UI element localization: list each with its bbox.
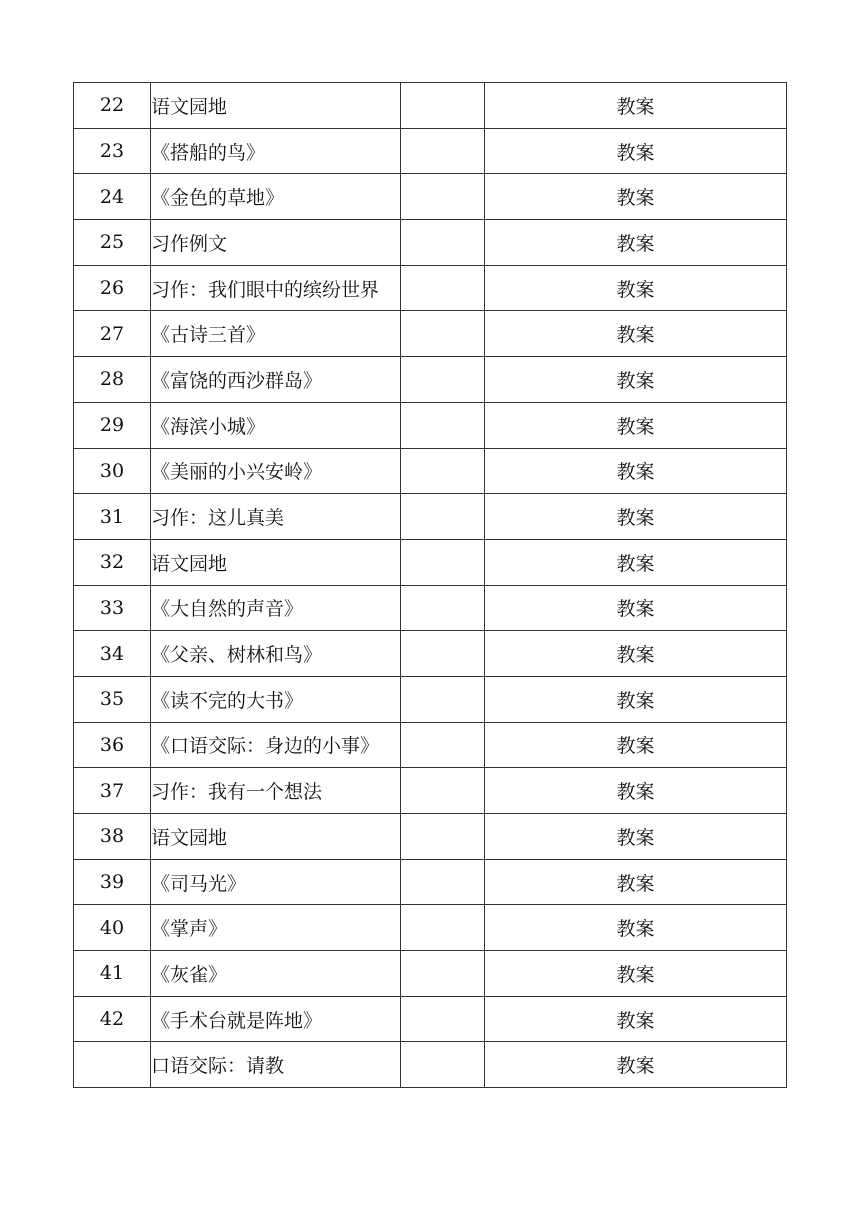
row-number: 41 <box>74 951 151 997</box>
material-type: 教案 <box>485 83 787 129</box>
blank-cell <box>401 539 485 585</box>
table-row <box>74 83 787 129</box>
row-number: 31 <box>74 494 151 540</box>
table-row <box>74 311 787 357</box>
lesson-title: 《海滨小城》 <box>151 402 401 448</box>
lesson-title: 口语交际：请教 <box>151 1042 401 1088</box>
lesson-title: 习作：我有一个想法 <box>151 768 401 814</box>
material-type: 教案 <box>485 996 787 1042</box>
lesson-title: 《搭船的鸟》 <box>151 128 401 174</box>
lesson-title: 《司马光》 <box>151 859 401 905</box>
lesson-title: 《古诗三首》 <box>151 311 401 357</box>
row-number: 35 <box>74 676 151 722</box>
row-number: 24 <box>74 174 151 220</box>
material-type: 教案 <box>485 494 787 540</box>
table-row <box>74 768 787 814</box>
material-type: 教案 <box>485 631 787 677</box>
blank-cell <box>401 722 485 768</box>
blank-cell <box>401 494 485 540</box>
table-row <box>74 448 787 494</box>
table-row <box>74 220 787 266</box>
material-type: 教案 <box>485 220 787 266</box>
material-type: 教案 <box>485 265 787 311</box>
lesson-title: 《读不完的大书》 <box>151 676 401 722</box>
blank-cell <box>401 1042 485 1088</box>
row-number: 32 <box>74 539 151 585</box>
lesson-title: 《金色的草地》 <box>151 174 401 220</box>
lesson-title: 《大自然的声音》 <box>151 585 401 631</box>
blank-cell <box>401 951 485 997</box>
row-number: 36 <box>74 722 151 768</box>
blank-cell <box>401 631 485 677</box>
material-type: 教案 <box>485 357 787 403</box>
blank-cell <box>401 220 485 266</box>
lesson-title: 语文园地 <box>151 83 401 129</box>
table-row <box>74 631 787 677</box>
material-type: 教案 <box>485 448 787 494</box>
row-number: 29 <box>74 402 151 448</box>
blank-cell <box>401 768 485 814</box>
table-row <box>74 996 787 1042</box>
table-row <box>74 951 787 997</box>
table-row <box>74 722 787 768</box>
table-row <box>74 357 787 403</box>
material-type: 教案 <box>485 174 787 220</box>
material-type: 教案 <box>485 1042 787 1088</box>
blank-cell <box>401 357 485 403</box>
blank-cell <box>401 83 485 129</box>
lesson-title: 习作：这儿真美 <box>151 494 401 540</box>
table-row <box>74 1042 787 1088</box>
blank-cell <box>401 676 485 722</box>
row-number: 33 <box>74 585 151 631</box>
row-number: 23 <box>74 128 151 174</box>
table-row <box>74 859 787 905</box>
lesson-title: 习作：我们眼中的缤纷世界 <box>151 265 401 311</box>
table-row <box>74 265 787 311</box>
row-number: 34 <box>74 631 151 677</box>
blank-cell <box>401 128 485 174</box>
table-row <box>74 402 787 448</box>
row-number: 22 <box>74 83 151 129</box>
blank-cell <box>401 311 485 357</box>
lesson-table <box>73 82 787 1088</box>
row-number: 28 <box>74 357 151 403</box>
material-type: 教案 <box>485 859 787 905</box>
lesson-title: 《父亲、树林和鸟》 <box>151 631 401 677</box>
row-number: 26 <box>74 265 151 311</box>
material-type: 教案 <box>485 951 787 997</box>
table-row <box>74 905 787 951</box>
table-row <box>74 814 787 860</box>
lesson-title: 习作例文 <box>151 220 401 266</box>
material-type: 教案 <box>485 585 787 631</box>
table-row <box>74 585 787 631</box>
material-type: 教案 <box>485 402 787 448</box>
row-number: 40 <box>74 905 151 951</box>
blank-cell <box>401 859 485 905</box>
blank-cell <box>401 814 485 860</box>
lesson-title: 语文园地 <box>151 814 401 860</box>
table-row <box>74 676 787 722</box>
blank-cell <box>401 585 485 631</box>
row-number: 27 <box>74 311 151 357</box>
blank-cell <box>401 996 485 1042</box>
blank-cell <box>401 402 485 448</box>
material-type: 教案 <box>485 905 787 951</box>
row-number: 30 <box>74 448 151 494</box>
table-row <box>74 128 787 174</box>
lesson-title: 《美丽的小兴安岭》 <box>151 448 401 494</box>
table-row <box>74 539 787 585</box>
material-type: 教案 <box>485 128 787 174</box>
row-number: 25 <box>74 220 151 266</box>
row-number: 39 <box>74 859 151 905</box>
material-type: 教案 <box>485 814 787 860</box>
lesson-title: 《灰雀》 <box>151 951 401 997</box>
row-number: 37 <box>74 768 151 814</box>
blank-cell <box>401 905 485 951</box>
lesson-title: 语文园地 <box>151 539 401 585</box>
lesson-title: 《手术台就是阵地》 <box>151 996 401 1042</box>
lesson-title: 《口语交际：身边的小事》 <box>151 722 401 768</box>
row-number <box>74 1042 151 1088</box>
table-body <box>74 83 787 1088</box>
lesson-title: 《富饶的西沙群岛》 <box>151 357 401 403</box>
material-type: 教案 <box>485 539 787 585</box>
material-type: 教案 <box>485 311 787 357</box>
blank-cell <box>401 265 485 311</box>
table-row <box>74 174 787 220</box>
material-type: 教案 <box>485 676 787 722</box>
material-type: 教案 <box>485 722 787 768</box>
row-number: 42 <box>74 996 151 1042</box>
table-row <box>74 494 787 540</box>
blank-cell <box>401 448 485 494</box>
blank-cell <box>401 174 485 220</box>
material-type: 教案 <box>485 768 787 814</box>
lesson-title: 《掌声》 <box>151 905 401 951</box>
row-number: 38 <box>74 814 151 860</box>
